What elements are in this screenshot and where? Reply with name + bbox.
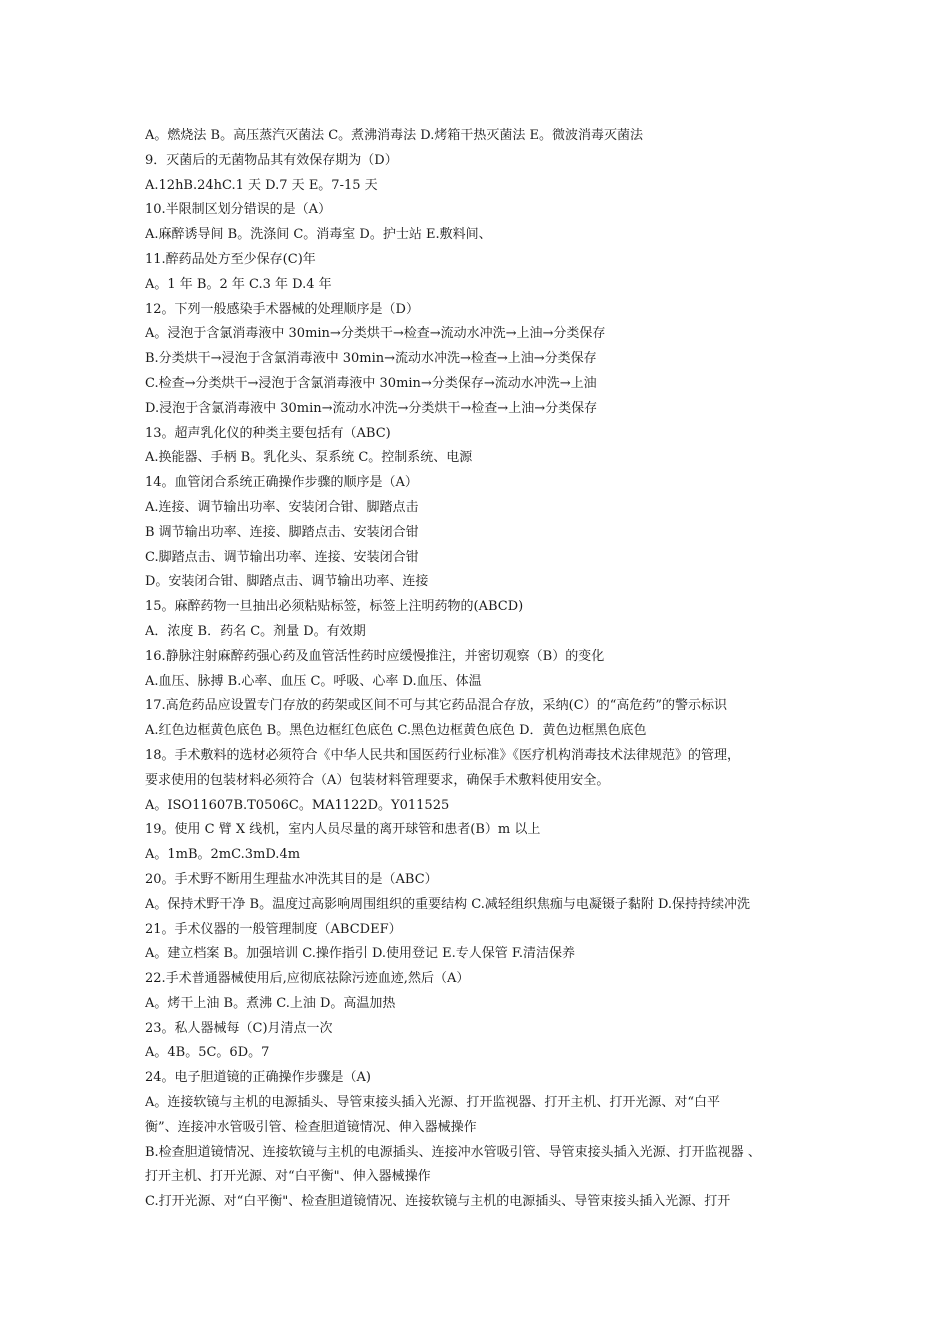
answer-options: A。ISO11607B.T0506C。MA1122D。Y011525 — [145, 797, 450, 813]
question-22: 22.手术普通器械使用后,应彻底祛除污迹血迹,然后（A） — [145, 971, 470, 987]
question-15: 15。麻醉药物一旦抽出必须粘贴标签，标签上注明药物的(ABCD) — [145, 599, 524, 615]
answer-options: A.换能器、手柄 B。乳化头、泵系统 C。控制系统、电源 — [145, 450, 473, 466]
answer-options: A.红色边框黄色底色 B。黑色边框红色底色 C.黑色边框黄色底色 D．黄色边框黑色底色 — [145, 723, 647, 739]
answer-option-a: A。连接软镜与主机的电源插头、导管束接头插入光源、打开监视器、打开主机、打开光源、对“白平 — [145, 1095, 721, 1111]
question-16: 16.静脉注射麻醉药强心药及血管活性药时应缓慢推注，并密切观察（B）的变化 — [145, 648, 605, 664]
answer-option-d: D.浸泡于含氯消毒液中 30min→流动水冲洗→分类烘干→检查→上油→分类保存 — [145, 400, 598, 416]
answer-option-a: A.连接、调节输出功率、安装闭合钳、脚踏点击 — [145, 499, 419, 515]
answer-options: A。1mB。2mC.3mD.4m — [145, 847, 301, 863]
answer-option-b: B 调节输出功率、连接、脚踏点击、安装闭合钳 — [145, 524, 419, 540]
answer-option-c: C.检查→分类烘干→浸泡于含氯消毒液中 30min→分类保存→流动水冲洗→上油 — [145, 375, 597, 391]
question-18: 18。手术敷料的选材必须符合《中华人民共和国医药行业标准》《医疗机构消毒技术法律规范》的管理， — [145, 747, 741, 763]
question-10: 10.半限制区划分错误的是（A） — [145, 202, 332, 218]
answer-options: A.麻醉诱导间 B。洗涤间 C。消毒室 D。护士站 E.敷料间、 — [145, 227, 492, 243]
answer-options: A。1 年 B。2 年 C.3 年 D.4 年 — [145, 276, 332, 292]
question-17: 17.高危药品应设置专门存放的药架或区间不可与其它药品混合存放，采纳(C）的“高危药”的警示标识 — [145, 698, 727, 714]
question-13: 13。超声乳化仪的种类主要包括有（ABC) — [145, 425, 391, 441]
answer-option-b: B.检查胆道镜情况、连接软镜与主机的电源插头、连接冲水管吸引管、导管束接头插入光源、打开监视器 、 — [145, 1144, 761, 1160]
answer-option-b-continued: 打开主机、打开光源、对“白平衡"、伸入器械操作 — [145, 1169, 431, 1185]
answer-options: A。烤干上油 B。煮沸 C.上油 D。高温加热 — [145, 995, 396, 1011]
document-page — [145, 124, 810, 1215]
question-24: 24。电子胆道镜的正确操作步骤是（A) — [145, 1070, 372, 1086]
answer-options: A。保持术野干净 B。温度过高影响周围组织的重要结构 C.减轻组织焦痂与电凝镊子黏附 D.保持持续冲洗 — [145, 896, 751, 912]
question-18-continued: 要求使用的包装材料必须符合（A）包装材料管理要求，确保手术敷料使用安全。 — [145, 772, 610, 788]
answer-option-a: A。浸泡于含氯消毒液中 30min→分类烘干→检查→流动水冲洗→上油→分类保存 — [145, 326, 606, 342]
answer-option-a-continued: 衡”、连接冲水管吸引管、检查胆道镜情况、伸入器械操作 — [145, 1119, 477, 1135]
answer-options: A.血压、脉搏 B.心率、血压 C。呼吸、心率 D.血压、体温 — [145, 673, 482, 689]
question-20: 20。手术野不断用生理盐水冲洗其目的是（ABC） — [145, 871, 438, 887]
question-14: 14。血管闭合系统正确操作步骤的顺序是（A） — [145, 475, 418, 491]
text-line: A。燃烧法 B。高压蒸汽灭菌法 C。煮沸消毒法 D.烤箱干热灭菌法 E。微波消毒灭菌法 — [145, 128, 643, 143]
answer-options: A。4B。5C。6D。7 — [145, 1045, 270, 1061]
answer-options: A．浓度 B．药名 C。剂量 D。有效期 — [145, 623, 366, 639]
answer-option-b: B.分类烘干→浸泡于含氯消毒液中 30min→流动水冲洗→检查→上油→分类保存 — [145, 351, 597, 367]
question-12: 12。下列一般感染手术器械的处理顺序是（D） — [145, 301, 419, 317]
answer-option-c: C.脚踏点击、调节输出功率、连接、安装闭合钳 — [145, 549, 419, 565]
answer-option-c: C.打开光源、对“白平衡"、检查胆道镜情况、连接软镜与主机的电源插头、导管束接头插入光源、打开 — [145, 1194, 731, 1210]
answer-options: A.12hB.24hC.1 天 D.7 天 E。7-15 天 — [145, 177, 378, 193]
question-11: 11.醉药品处方至少保存(C)年 — [145, 251, 316, 267]
question-21: 21。手术仪器的一般管理制度（ABCDEF） — [145, 921, 402, 937]
question-9: 9．灭菌后的无菌物品其有效保存期为（D） — [145, 152, 398, 168]
answer-options: A。建立档案 B。加强培训 C.操作指引 D.使用登记 E.专人保管 F.清洁保养 — [145, 946, 576, 962]
answer-option-d: D。安装闭合钳、脚踏点击、调节输出功率、连接 — [145, 574, 429, 590]
question-23: 23。私人器械每（C)月清点一次 — [145, 1020, 333, 1036]
question-19: 19。使用 C 臂 X 线机，室内人员尽量的离开球管和患者(B）m 以上 — [145, 822, 541, 838]
